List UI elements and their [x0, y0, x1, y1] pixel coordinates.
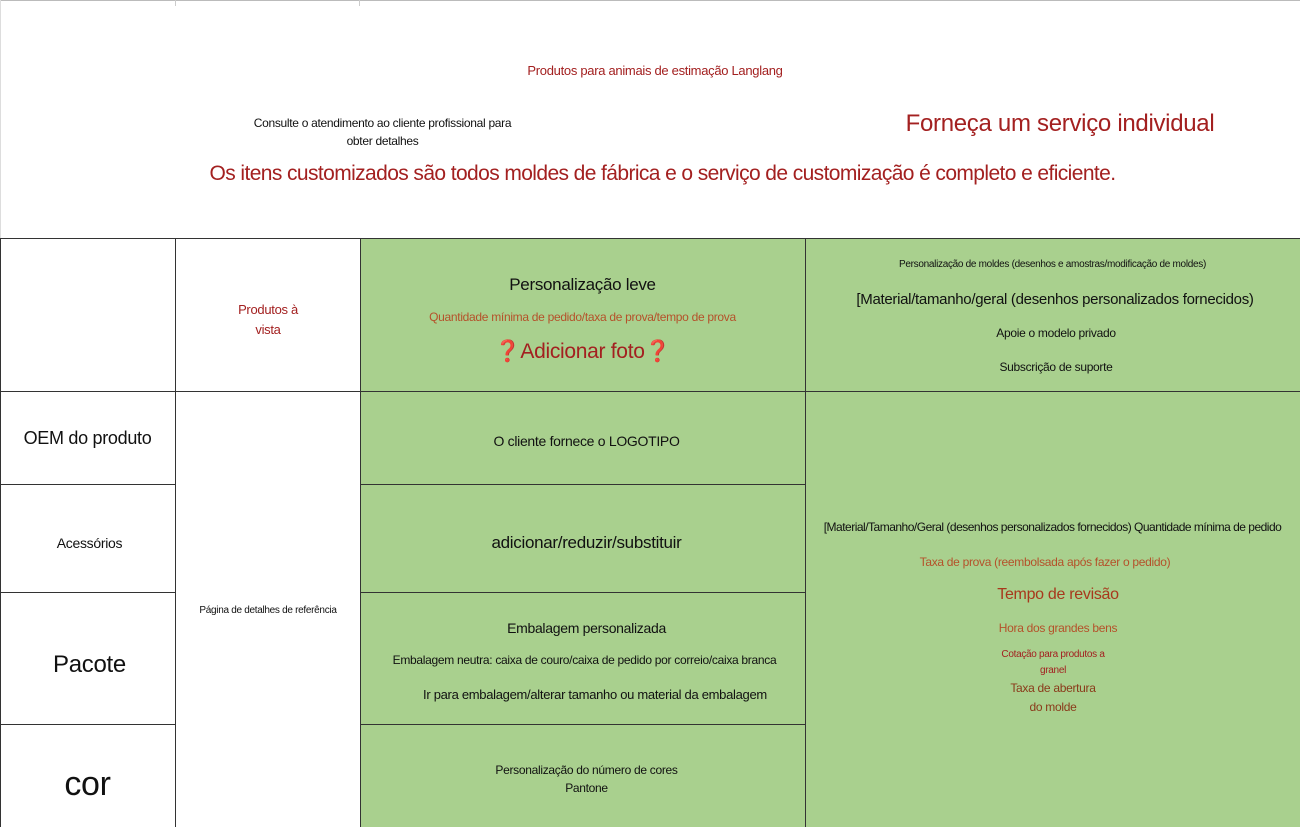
brand-title: Produtos para animais de estimação Langlang — [527, 63, 783, 78]
tagline: Os itens customizados são todos moldes de fábrica e o serviço de customização é completo e eficiente. — [209, 162, 1116, 185]
grid-line — [0, 238, 1, 827]
packaging-change: Ir para embalagem/alterar tamanho ou material da embalagem — [423, 687, 767, 702]
label-package: Pacote — [53, 651, 126, 678]
bulk-time-line: Hora dos grandes bens — [998, 621, 1118, 635]
proof-fee-line: Taxa de prova (reembolsada após fazer o pedido) — [919, 555, 1171, 569]
material-moq-line: [Material/Tamanho/Geral (desenhos personalizados fornecidos) Quantidade mínima de pedido — [823, 520, 1282, 534]
packaging-neutral: Embalagem neutra: caixa de couro/caixa de pedido por correio/caixa branca — [392, 653, 777, 667]
consult-line-2: obter detalhes — [346, 134, 419, 148]
grid-line — [360, 592, 805, 593]
header — [0, 0, 1300, 238]
mold-private-line: Apoie o modelo privado — [996, 326, 1116, 340]
ready-goods-line-2: vista — [255, 322, 281, 337]
bulk-quote-line-2: granel — [1040, 665, 1066, 676]
grid-line — [0, 484, 175, 485]
header-divider-1 — [175, 0, 176, 6]
light-customization-title: Personalização leve — [509, 275, 656, 294]
header-divider-2 — [359, 0, 360, 6]
label-oem: OEM do produto — [23, 428, 152, 448]
top-border — [0, 0, 1300, 1]
grid-line — [0, 724, 175, 725]
mold-fee-line-2: do molde — [1029, 700, 1077, 714]
packaging-title: Embalagem personalizada — [507, 620, 666, 636]
label-color: cor — [64, 765, 111, 803]
grid-line — [360, 484, 805, 485]
label-accessories: Acessórios — [56, 535, 123, 551]
consult-line-1: Consulte o atendimento ao cliente profissional para — [253, 116, 512, 130]
ready-goods-line-1: Produtos à — [238, 302, 298, 317]
service-heading: Forneça um serviço individual — [905, 110, 1215, 137]
mold-material-line: [Material/tamanho/geral (desenhos personalizados fornecidos) — [856, 291, 1254, 308]
reference-page-label: Página de detalhes de referência — [199, 605, 337, 616]
grid-line — [0, 238, 1300, 239]
mold-customization-title: Personalização de moldes (desenhos e amostras/modificação de moldes) — [899, 259, 1206, 270]
light-customization-subtitle: Quantidade mínima de pedido/taxa de prova/tempo de prova — [429, 310, 736, 324]
add-reduce-line: adicionar/reduzir/substituir — [491, 533, 682, 552]
grid-line — [0, 592, 175, 593]
header-left-border — [0, 0, 1, 238]
bulk-quote-line-1: Cotação para produtos a — [1001, 649, 1105, 660]
pantone-line: Pantone — [565, 781, 608, 795]
add-photo-label: ❓Adicionar foto❓ — [494, 340, 671, 363]
revision-time-line: Tempo de revisão — [997, 586, 1119, 603]
grid-line — [360, 724, 805, 725]
mold-fee-line-1: Taxa de abertura — [1010, 681, 1096, 695]
mold-subscription-line: Subscrição de suporte — [999, 360, 1113, 374]
color-count-line: Personalização do número de cores — [495, 763, 678, 777]
logo-line: O cliente fornece o LOGOTIPO — [493, 433, 680, 449]
right-merged-cell — [805, 391, 1300, 827]
grid-line — [0, 391, 1300, 392]
